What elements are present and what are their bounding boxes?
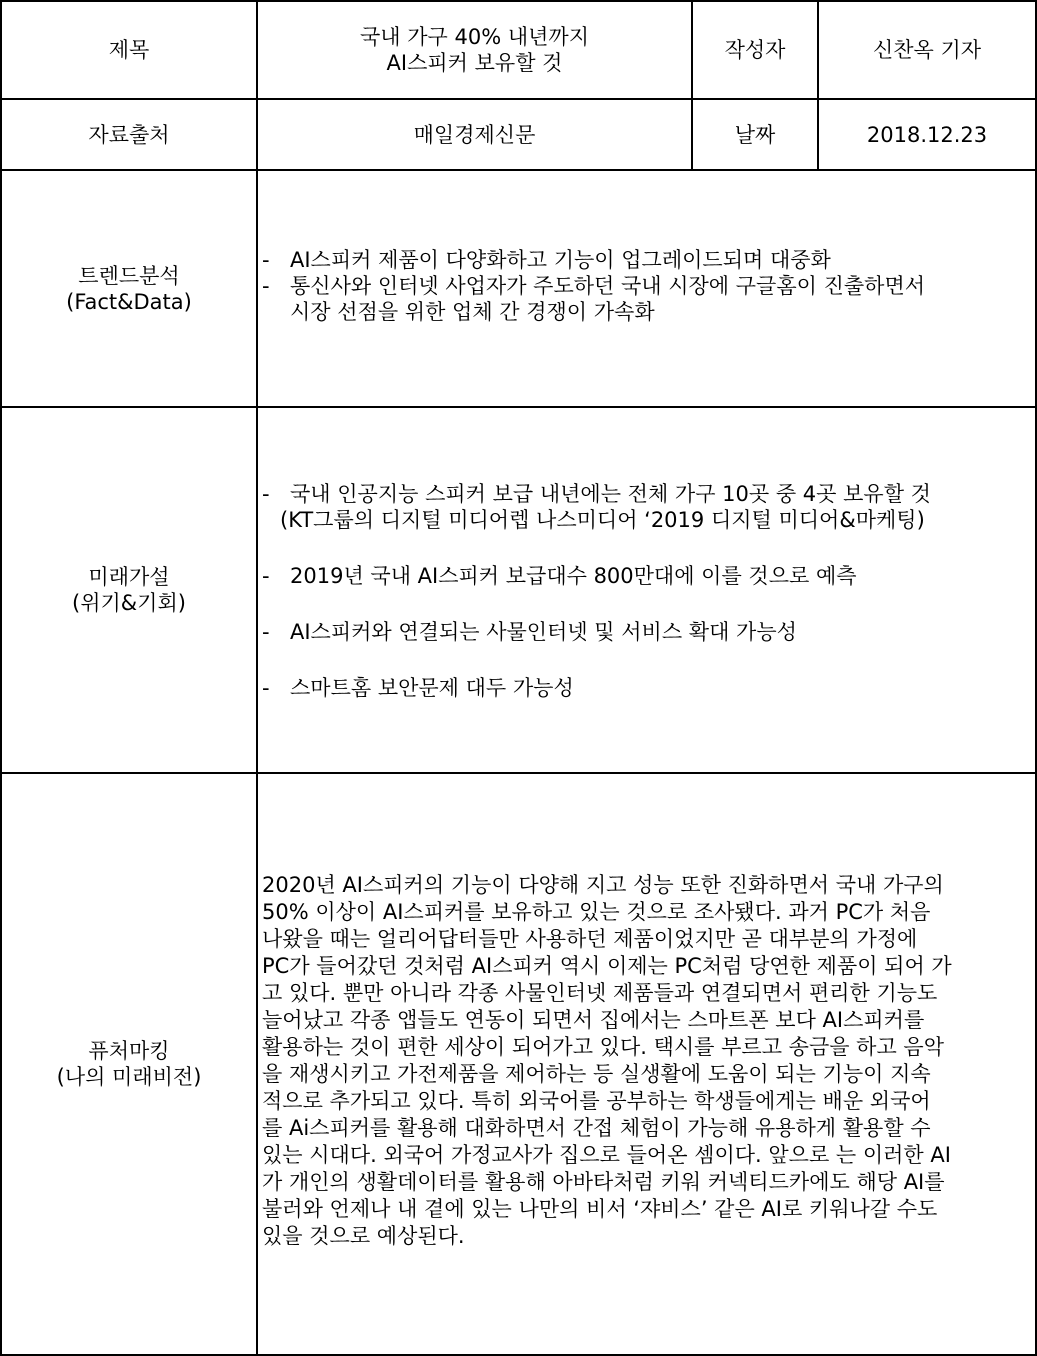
marking-label-line1: 퓨처마킹 bbox=[88, 1039, 170, 1063]
trend-bullet-list bbox=[262, 247, 925, 325]
author-label-cell bbox=[691, 0, 819, 100]
trend-label-cell bbox=[0, 169, 258, 408]
bullet-dash: - bbox=[262, 248, 270, 272]
author-value-cell bbox=[817, 0, 1037, 100]
list-item bbox=[262, 273, 925, 325]
marking-line: 고 있다. 뿐만 아니라 각종 사물인터넷 제품들과 연결되면서 편리한 기능도 bbox=[262, 981, 938, 1005]
future-bullet-list bbox=[262, 481, 931, 701]
marking-line: 활용하는 것이 편한 세상이 되어가고 있다. 택시를 부르고 송금을 하고 음악 bbox=[262, 1035, 945, 1059]
marking-line: 을 재생시키고 가전제품을 제어하는 등 실생활에 도움이 되는 기능이 지속 bbox=[262, 1062, 931, 1086]
date-value: 2018.12.23 bbox=[866, 122, 988, 147]
date-label: 날짜 bbox=[734, 122, 776, 147]
marking-line: 가 개인의 생활데이터를 활용해 아바타처럼 키워 커넥티드카에도 해당 AI를 bbox=[262, 1170, 945, 1194]
marking-paragraph bbox=[262, 872, 1030, 1250]
bullet-dash: - bbox=[262, 676, 270, 700]
marking-line: 2020년 AI스피커의 기능이 다양해 지고 성능 또한 진화하면서 국내 가구의 bbox=[262, 873, 944, 897]
trend-label-line2: (Fact&Data) bbox=[66, 289, 192, 314]
future-label-line1: 미래가설 bbox=[88, 565, 170, 589]
marking-line: 있는 시대다. 외국어 가정교사가 집으로 들어온 셈이다. 앞으로 는 이러한 AI bbox=[262, 1143, 951, 1167]
marking-line: 늘어났고 각종 앱들도 연동이 되면서 집에서는 스마트폰 보다 AI스피커를 bbox=[262, 1008, 925, 1032]
marking-line: 를 Ai스피커를 활용해 대화하면서 간접 체험이 가능해 유용하게 활용할 수 bbox=[262, 1116, 931, 1140]
future-bullet-2: 2019년 국내 AI스피커 보급대수 800만대에 이를 것으로 예측 bbox=[290, 564, 857, 588]
marking-line: 적으로 추가되고 있다. 특히 외국어를 공부하는 학생들에게는 배운 외국어 bbox=[262, 1089, 931, 1113]
trend-bullet-1: AI스피커 제품이 다양화하고 기능이 업그레이드되며 대중화 bbox=[290, 248, 831, 272]
source-value: 매일경제신문 bbox=[413, 122, 536, 147]
author-label: 작성자 bbox=[724, 38, 786, 62]
marking-line: PC가 들어갔던 것처럼 AI스피커 역시 이제는 PC처럼 당연한 제품이 되어 가 bbox=[262, 954, 952, 978]
future-bullet-4: 스마트홈 보안문제 대두 가능성 bbox=[290, 676, 574, 700]
marking-line: 나왔을 때는 얼리어답터들만 사용하던 제품이었지만 곧 대부분의 가정에 bbox=[262, 927, 918, 951]
list-item bbox=[262, 247, 925, 273]
future-label-line2: (위기&기회) bbox=[72, 591, 186, 615]
bullet-dash: - bbox=[262, 274, 270, 298]
future-bullet-3: AI스피커와 연결되는 사물인터넷 및 서비스 확대 가능성 bbox=[290, 620, 797, 644]
title-value-cell bbox=[256, 0, 693, 100]
marking-line: 있을 것으로 예상된다. bbox=[262, 1224, 465, 1248]
trend-label-line1: 트렌드분석 bbox=[78, 263, 180, 288]
source-label-cell bbox=[0, 98, 258, 171]
marking-label-line2: (나의 미래비전) bbox=[56, 1065, 202, 1089]
trend-bullet-2: 통신사와 인터넷 사업자가 주도하던 국내 시장에 구글홈이 진출하면서 bbox=[290, 274, 926, 298]
date-value-cell bbox=[817, 98, 1037, 171]
title-value-line1: 국내 가구 40% 내년까지 bbox=[360, 25, 589, 49]
marking-line: 불러와 언제나 내 곁에 있는 나만의 비서 ‘쟈비스’ 같은 AI로 키워나갈 수도 bbox=[262, 1197, 938, 1221]
marking-label-cell bbox=[0, 772, 258, 1356]
bullet-dash: - bbox=[262, 564, 270, 588]
title-label: 제목 bbox=[108, 38, 150, 62]
trend-bullet-2-cont: 시장 선점을 위한 업체 간 경쟁이 가속화 bbox=[290, 300, 655, 324]
future-bullet-1: 국내 인공지능 스피커 보급 내년에는 전체 가구 10곳 중 4곳 보유할 것 bbox=[290, 482, 931, 506]
title-value-line2: AI스피커 보유할 것 bbox=[386, 51, 563, 75]
list-item bbox=[262, 619, 931, 645]
source-value-cell bbox=[256, 98, 693, 171]
title-label-cell bbox=[0, 0, 258, 100]
bullet-dash: - bbox=[262, 482, 270, 506]
list-item bbox=[262, 563, 931, 589]
source-label: 자료출처 bbox=[88, 122, 170, 147]
author-value: 신찬옥 기자 bbox=[872, 38, 982, 62]
list-item bbox=[262, 481, 931, 533]
bullet-dash: - bbox=[262, 620, 270, 644]
future-label-cell bbox=[0, 406, 258, 774]
marking-line: 50% 이상이 AI스피커를 보유하고 있는 것으로 조사됐다. 과거 PC가 처음 bbox=[262, 900, 931, 924]
date-label-cell bbox=[691, 98, 819, 171]
list-item bbox=[262, 675, 931, 701]
future-bullet-1-cont: (KT그룹의 디지털 미디어렙 나스미디어 ‘2019 디지털 미디어&마케팅) bbox=[280, 508, 925, 532]
